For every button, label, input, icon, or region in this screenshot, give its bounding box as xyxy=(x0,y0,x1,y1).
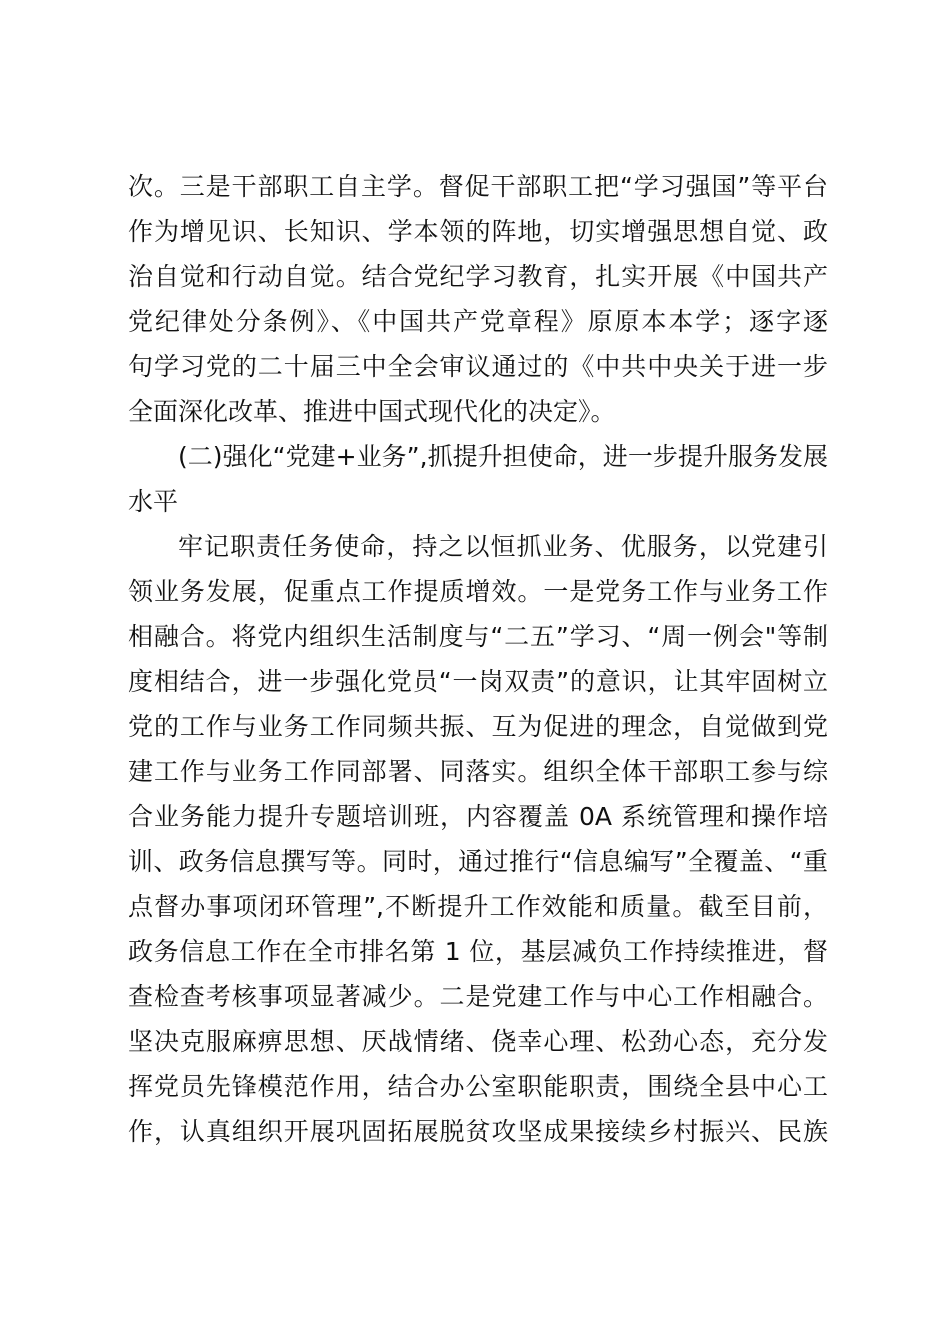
paragraph-continuation xyxy=(128,164,828,434)
text-line: 牢记职责任务使命，持之以恒抓业务、优服务，以党建引 xyxy=(178,532,828,561)
text-line: 合业务能力提升专题培训班，内容覆盖 0A 系统管理和操作培 xyxy=(128,802,828,831)
text-line: 治自觉和行动自觉。结合党纪学习教育，扎实开展《中国共产 xyxy=(128,262,828,291)
text-line: 领业务发展，促重点工作提质增效。一是党务工作与业务工作 xyxy=(128,577,828,606)
text-line: 度相结合，进一步强化党员“一岗双责”的意识，让其牢固树立 xyxy=(128,667,828,696)
text-line: 查检查考核事项显著减少。二是党建工作与中心工作相融合。 xyxy=(128,982,828,1011)
text-line: 训、政务信息撰写等。同时，通过推行“信息编写”全覆盖、“重 xyxy=(128,847,828,876)
text-line: 点督办事项闭环管理”,不断提升工作效能和质量。截至目前， xyxy=(128,892,828,921)
text-line: 句学习党的二十届三中全会审议通过的《中共中央关于进一步 xyxy=(128,352,828,381)
text-line: 次。三是干部职工自主学。督促干部职工把“学习强国”等平台 xyxy=(128,172,828,201)
document-body xyxy=(128,164,828,1154)
text-line: 相融合。将党内组织生活制度与“二五”学习、“周一例会"等制 xyxy=(128,622,828,651)
text-line: 作为增见识、长知识、学本领的阵地，切实增强思想自觉、政 xyxy=(128,217,828,246)
heading-line: 水平 xyxy=(128,487,179,516)
text-line: 党纪律处分条例》、《中国共产党章程》原原本本学；逐字逐 xyxy=(128,307,828,336)
text-line: 全面深化改革、推进中国式现代化的决定》。 xyxy=(128,397,616,426)
text-line: 党的工作与业务工作同频共振、互为促进的理念，自觉做到党 xyxy=(128,712,828,741)
text-line: 建工作与业务工作同部署、同落实。组织全体干部职工参与综 xyxy=(128,757,828,786)
text-line: 作，认真组织开展巩固拓展脱贫攻坚成果接续乡村振兴、民族 xyxy=(128,1117,828,1146)
heading-line: (二)强化“党建+业务”,抓提升担使命，进一步提升服务发展 xyxy=(178,442,828,471)
paragraph-body xyxy=(128,524,828,1154)
text-line: 政务信息工作在全市排名第 1 位，基层减负工作持续推进，督 xyxy=(128,937,828,966)
text-line: 坚决克服麻痹思想、厌战情绪、侥幸心理、松劲心态，充分发 xyxy=(128,1027,828,1056)
section-heading xyxy=(128,434,828,524)
text-line: 挥党员先锋模范作用，结合办公室职能职责，围绕全县中心工 xyxy=(128,1072,828,1101)
